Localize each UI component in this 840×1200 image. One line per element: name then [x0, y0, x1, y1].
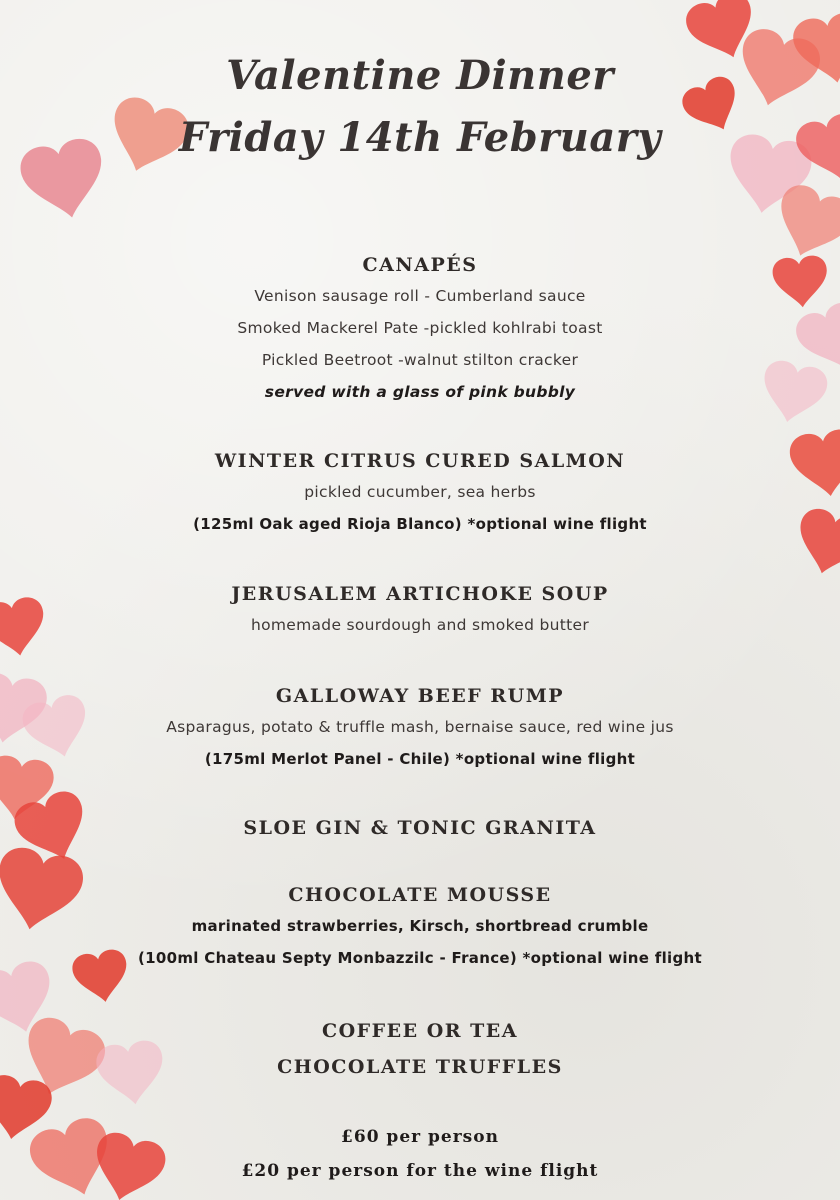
price-wine-flight: £20 per person for the wine flight: [241, 1161, 599, 1181]
course-item: homemade sourdough and smoked butter: [250, 616, 590, 634]
wine-pairing: (100ml Chateau Septy Monbazzilc - France) *optional wine flight: [138, 949, 702, 967]
price-per-person: £60 per person: [341, 1127, 499, 1147]
pricing: [0, 1120, 840, 1188]
course-heading: SLOE GIN & TONIC GRANITA: [243, 817, 597, 839]
course-item: Venison sausage roll - Cumberland sauce: [254, 287, 586, 305]
course-heading: CHOCOLATE MOUSSE: [288, 884, 552, 906]
course-beef: [0, 681, 840, 775]
course-item: Pickled Beetroot -walnut stilton cracker: [261, 351, 579, 369]
course-item: Smoked Mackerel Pate -pickled kohlrabi toast: [237, 319, 603, 337]
menu-date: Friday 14th February: [178, 114, 662, 161]
course-canapes: [0, 250, 840, 408]
course-salmon: [0, 446, 840, 540]
course-item: Asparagus, potato & truffle mash, bernaise sauce, red wine jus: [166, 718, 674, 736]
course-heading-2: CHOCOLATE TRUFFLES: [277, 1056, 563, 1078]
course-mousse: [0, 880, 840, 974]
course-heading: COFFEE OR TEA: [321, 1020, 519, 1042]
course-heading: GALLOWAY BEEF RUMP: [275, 685, 565, 707]
course-item: marinated strawberries, Kirsch, shortbread crumble: [191, 917, 649, 935]
course-item: pickled cucumber, sea herbs: [304, 483, 536, 501]
wine-pairing: (175ml Merlot Panel - Chile) *optional wine flight: [204, 750, 636, 768]
course-granita: [0, 813, 840, 843]
wine-pairing: (125ml Oak aged Rioja Blanco) *optional wine flight: [193, 515, 647, 533]
course-heading: CANAPÉS: [362, 254, 478, 276]
course-soup: [0, 579, 840, 641]
course-note: served with a glass of pink bubbly: [264, 383, 576, 401]
menu-title: Valentine Dinner: [226, 52, 614, 99]
course-heading: WINTER CITRUS CURED SALMON: [214, 450, 626, 472]
course-heading: JERUSALEM ARTICHOKE SOUP: [231, 583, 609, 605]
course-coffee: [0, 1016, 840, 1082]
